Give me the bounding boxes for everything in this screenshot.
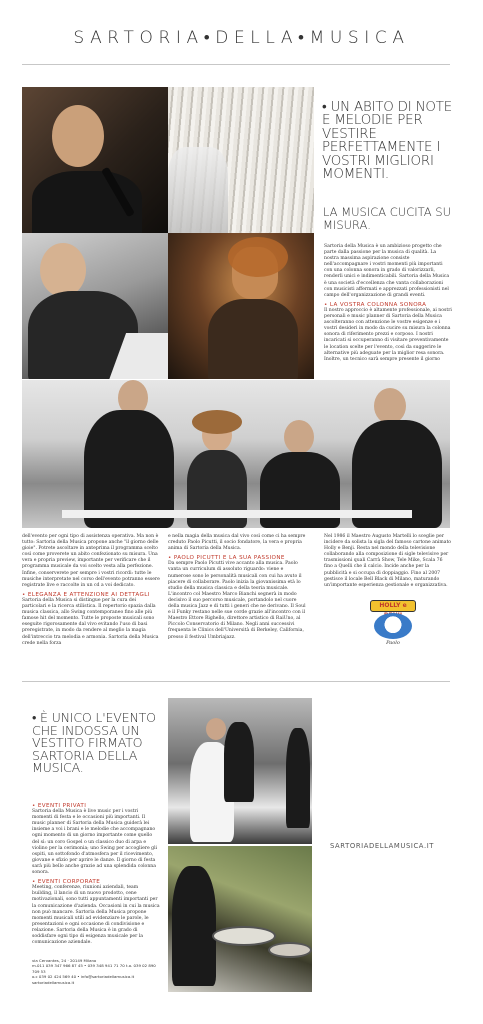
address-text: via Cervantes, 24 · 20149 Milano [32, 958, 97, 963]
contact-block [32, 958, 160, 985]
photo-harp [168, 87, 314, 233]
col2-text-2: Da sempre Paolo Picutti vive accanto alla musica. Paolo vanta un curriculum di assoluto riguardo: viene e numerose sono le personalità musicali con cui ha avuto il piacere di collaborare. Paolo inizia la giovanissima età lo studio della musica classica e della teoria musicale. L'incontro col Maestro Marco Bianchi segnerà in modo decisivo il suo percorso musicale, portandolo nel cuore della musica Jazz e di tutti i generi che ne derivano. Il Soul e il Funky restano nelle sue corde grazie all'incontro con il Maestro Ettore Righello, direttore artistico di RaiUno, al Piccolo Conservatorio di Milano. Negli anni successivi frequenta le Clinics dell'Università di Berkeley, California, presso il festival Umbriajazz. [168, 561, 306, 640]
photo-wedding-dance [168, 698, 312, 844]
footer-section2-text: Meeting, conferenze, riunioni aziendali, team building, il lancio di un nuovo prodotto, cene motivazionali, sono tutti appuntamenti importanti per la comunicazione d'azienda. Occasioni in cui la musica non può mancare. Sartoria della Musica propone momenti musicali utili ad evidenziare le parole, le presentazioni e ogni occasione di condivisione e relazione. Sartoria della Musica è in grado di soddisfare ogni tipo di esigenza musicale per la comunicazione aziendale. [32, 885, 160, 946]
footer-section1-text: Sartoria della Musica è live music per i vostri momenti di festa e le occasioni più importanti. Il music planner di Sartoria della Musica guiderà lei insieme a voi i brani e le melodie che accompagnano ogni momento di un giorno importante come quello del sì: un coro Gospel o un classico duo di arpa e violino per la cerimonia; uno Swing per accogliere gli ospiti, un sottofondo d'atmosfera per il ricevimento, giovane e sfizio per aprire le danze. Il giorno di festa sarà più bello anche grazie ad una splendida colonna sonora. [32, 809, 158, 876]
contacts-text-2: o.c 039 02 424 569 40 • info@sartoriadellamusica.it [32, 974, 135, 980]
photo-singer-microphone [22, 87, 168, 233]
col3-text: Nel 1986 il Maestro Augusto Martelli lo sceglie per incidere da solista la sigla del famoso cartone animato Holly e Benji. Resta nel mondo della televisione collaborando alla composizione di sigle televisive per trasmissioni quali Carrà Show, Tele Mike, Scala 76 fino a Quelli che il calcio. Incide anche per la pubblicità e si occupa di doppiaggio. Fino al 2007 gestisce il locale Bell Black di Milano, maturando un'importante esperienza gestionale e organizzativa. [324, 534, 452, 588]
footer-section1-title: • EVENTI PRIVATI [32, 803, 87, 809]
column-2 [168, 534, 306, 642]
hero-headline: • UN ABITO DI NOTE E MELODIE PER VESTIRE PERFETTAMENTE I VOSTRI MIGLIORI MOMENTI. [322, 100, 452, 183]
column-3 [324, 534, 452, 590]
col2-text: e nella magia della musica dal vivo così come ci ha sempre creduto Paolo Picutti, il socio fondatore, la vera e propria anima di Sartoria della Musica. [168, 534, 306, 552]
col1-section-title: • ELEGANZA E ATTENZIONE AI DETTAGLI [22, 591, 150, 598]
col2-section-title: • PAOLO PICUTTI E LA SUA PASSIONE [168, 555, 285, 562]
photo-band-group [22, 380, 450, 528]
website-url[interactable]: SARTORIADELLAMUSICA.IT [330, 842, 435, 850]
contacts-text-3: sartoriadellamusica.it [32, 979, 75, 985]
footer-text-column [32, 800, 160, 947]
photo-female-singer [168, 233, 314, 379]
hero-intro: Sartoria della Musica è un ambizioso progetto che parte dalla passione per la musica di qualità. La nostra massima aspirazione consiste nell'accompagnare i vostri momenti più importanti con una colonna sonora in grado di valorizzarli, renderli unici e indimenticabili. Sartoria della Musica è una società d'eccellenza che vanta collaborazioni con musicisti affermati e apprezzati professionisti nel campo dell'organizzazione di grandi eventi. [324, 244, 450, 298]
footer-section2-title: • EVENTI CORPORATE [32, 879, 101, 886]
top-rule [22, 64, 450, 65]
footer-headline: • È UNICO L'EVENTO CHE INDOSSA UN VESTITO FIRMATO SARTORIA DELLA MUSICA. [32, 710, 156, 776]
holly-benji-logo [370, 600, 416, 648]
hero-subheadline: LA MUSICA CUCITA SU MISURA. [323, 205, 452, 232]
column-1 [22, 534, 160, 648]
masthead-title: SARTORIA•DELLA•MUSICA [73, 28, 410, 48]
col1-text-2: Sartoria della Musica si distingue per la cura dei particolari e la ricerca stilistica. Il repertorio spazia dalla musica classica, allo Swing contemporaneo fino alle più famose hit del momento. Tutte le proposte musicali sono eseguite rigorosamente dal vivo evitando l'uso di basi preregistrate, in modo da rendere al meglio la magia dell'intreccio tra melodia e armonia. Sartoria della Musica crede nella forza [22, 597, 159, 646]
middle-rule [22, 681, 450, 682]
logo-caption: Paolo [386, 640, 400, 646]
col1-text: dell'evento per ogni tipo di assistenza operativa. Ma non è tutto: Sartoria della Musica propone anche "il giorno delle gioie". Potrete ascoltare in anteprima il programma scelto così come proverete un abito confezionato su misura. Una vera e propria preview, importante per verificare che il programma musicale da voi scelto vesta alla perfezione. Infine, conserverete per sempre i vostri ricordi: tutte le musiche interpretate nel corso dell'evento potranno essere registrate live e raccolte in un cd a voi dedicato. [22, 534, 160, 588]
logo-title: HOLLY e [370, 600, 416, 612]
photo-bald-man [22, 233, 168, 379]
hero-section-title: • LA VOSTRA COLONNA SONORA [324, 301, 427, 308]
contacts-text: m.011 039 347 966 87 45 • 039 348 941 71 70 t.o. 039 02 890 709 53 [32, 963, 156, 974]
photo-drummer-outdoor [168, 846, 312, 992]
hero-section-text: Il nostro approccio è altamente professionale, ai nostri personali e music planner di Sartoria della Musica ascolteranno con attenzione le vostre esigenze e i vostri desideri in modo da cucire su misura la colonna sonora di riferimento prezzi e corposo. I nostri incaricati si occuperanno di visitare preventivamente le location scelte per l'evento, così da suggerire le alternative più adeguate per la miglior resa sonora. Inoltre, un tecnico sarà sempre presente il giorno [324, 307, 452, 362]
hero-text-column [324, 244, 452, 364]
